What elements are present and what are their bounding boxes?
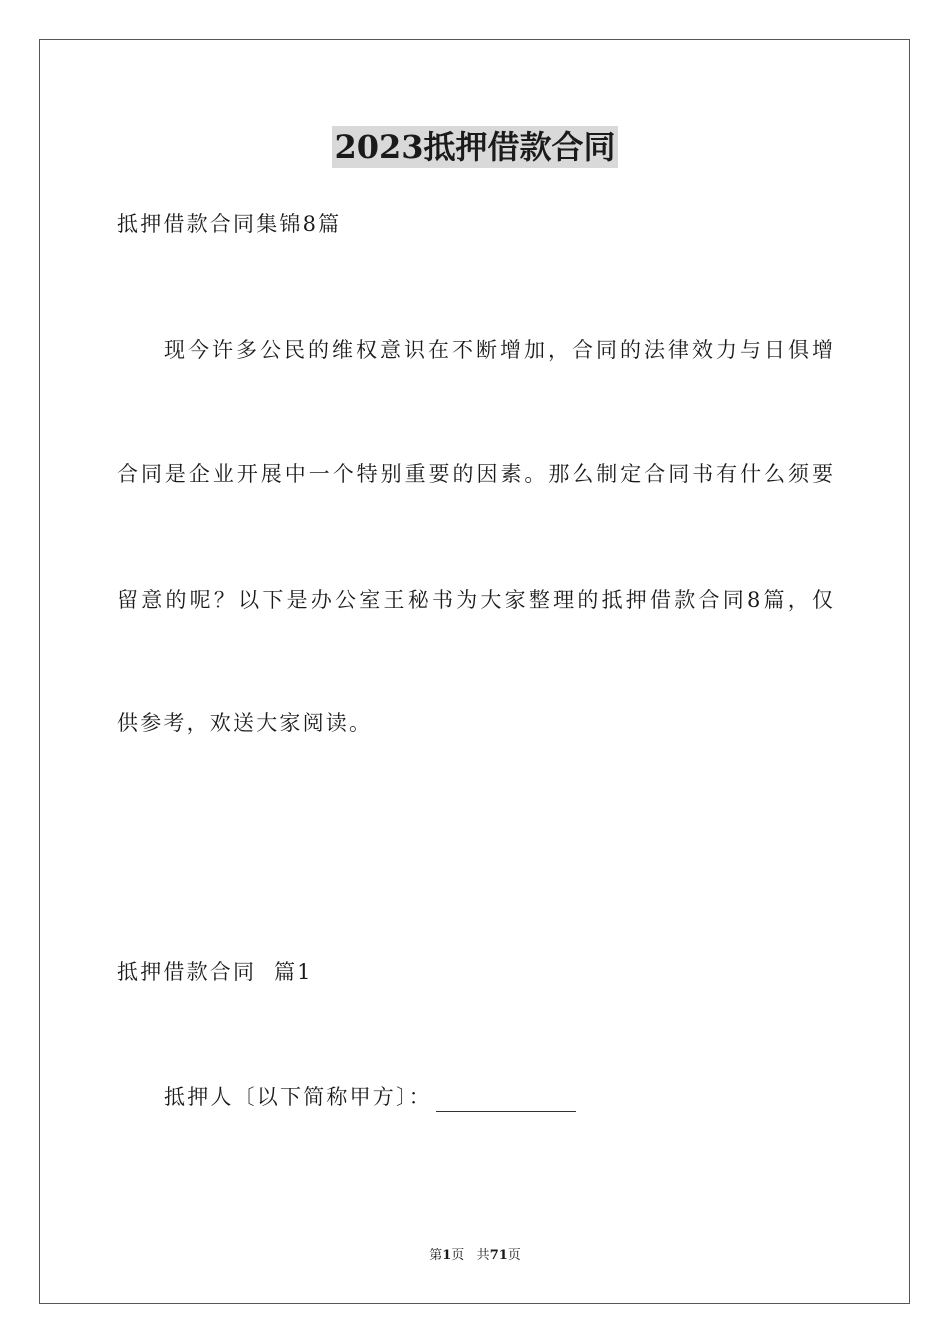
fill-in-blank	[436, 1089, 576, 1112]
party-label: 抵押人〔以下简称甲方〕：	[164, 1085, 432, 1109]
footer-total-prefix: 共	[476, 1248, 490, 1263]
document-title: 2023抵押借款合同	[334, 128, 616, 166]
footer-page-suffix: 页	[451, 1248, 465, 1263]
intro-line-4: 供参考，欢送大家阅读。	[117, 711, 373, 735]
footer-page-number: 1	[442, 1248, 452, 1263]
intro-line-2: 合同是企业开展中一个特别重要的因素。那么制定合同书有什么须要	[117, 462, 833, 486]
footer-total-pages: 71	[489, 1248, 508, 1263]
intro-line-1: 现今许多公民的维权意识在不断增加，合同的法律效力与日俱增	[164, 338, 833, 362]
section-heading: 抵押借款合同 篇1	[117, 960, 313, 984]
footer-total-suffix: 页	[507, 1248, 521, 1263]
document-subtitle: 抵押借款合同集锦8篇	[117, 212, 342, 236]
footer-page-prefix: 第	[429, 1248, 443, 1263]
page-footer	[0, 1246, 950, 1266]
intro-line-3: 留意的呢？以下是办公室王秘书为大家整理的抵押借款合同8篇，仅	[117, 588, 833, 612]
title-container	[0, 126, 950, 168]
party-line	[164, 1082, 576, 1112]
